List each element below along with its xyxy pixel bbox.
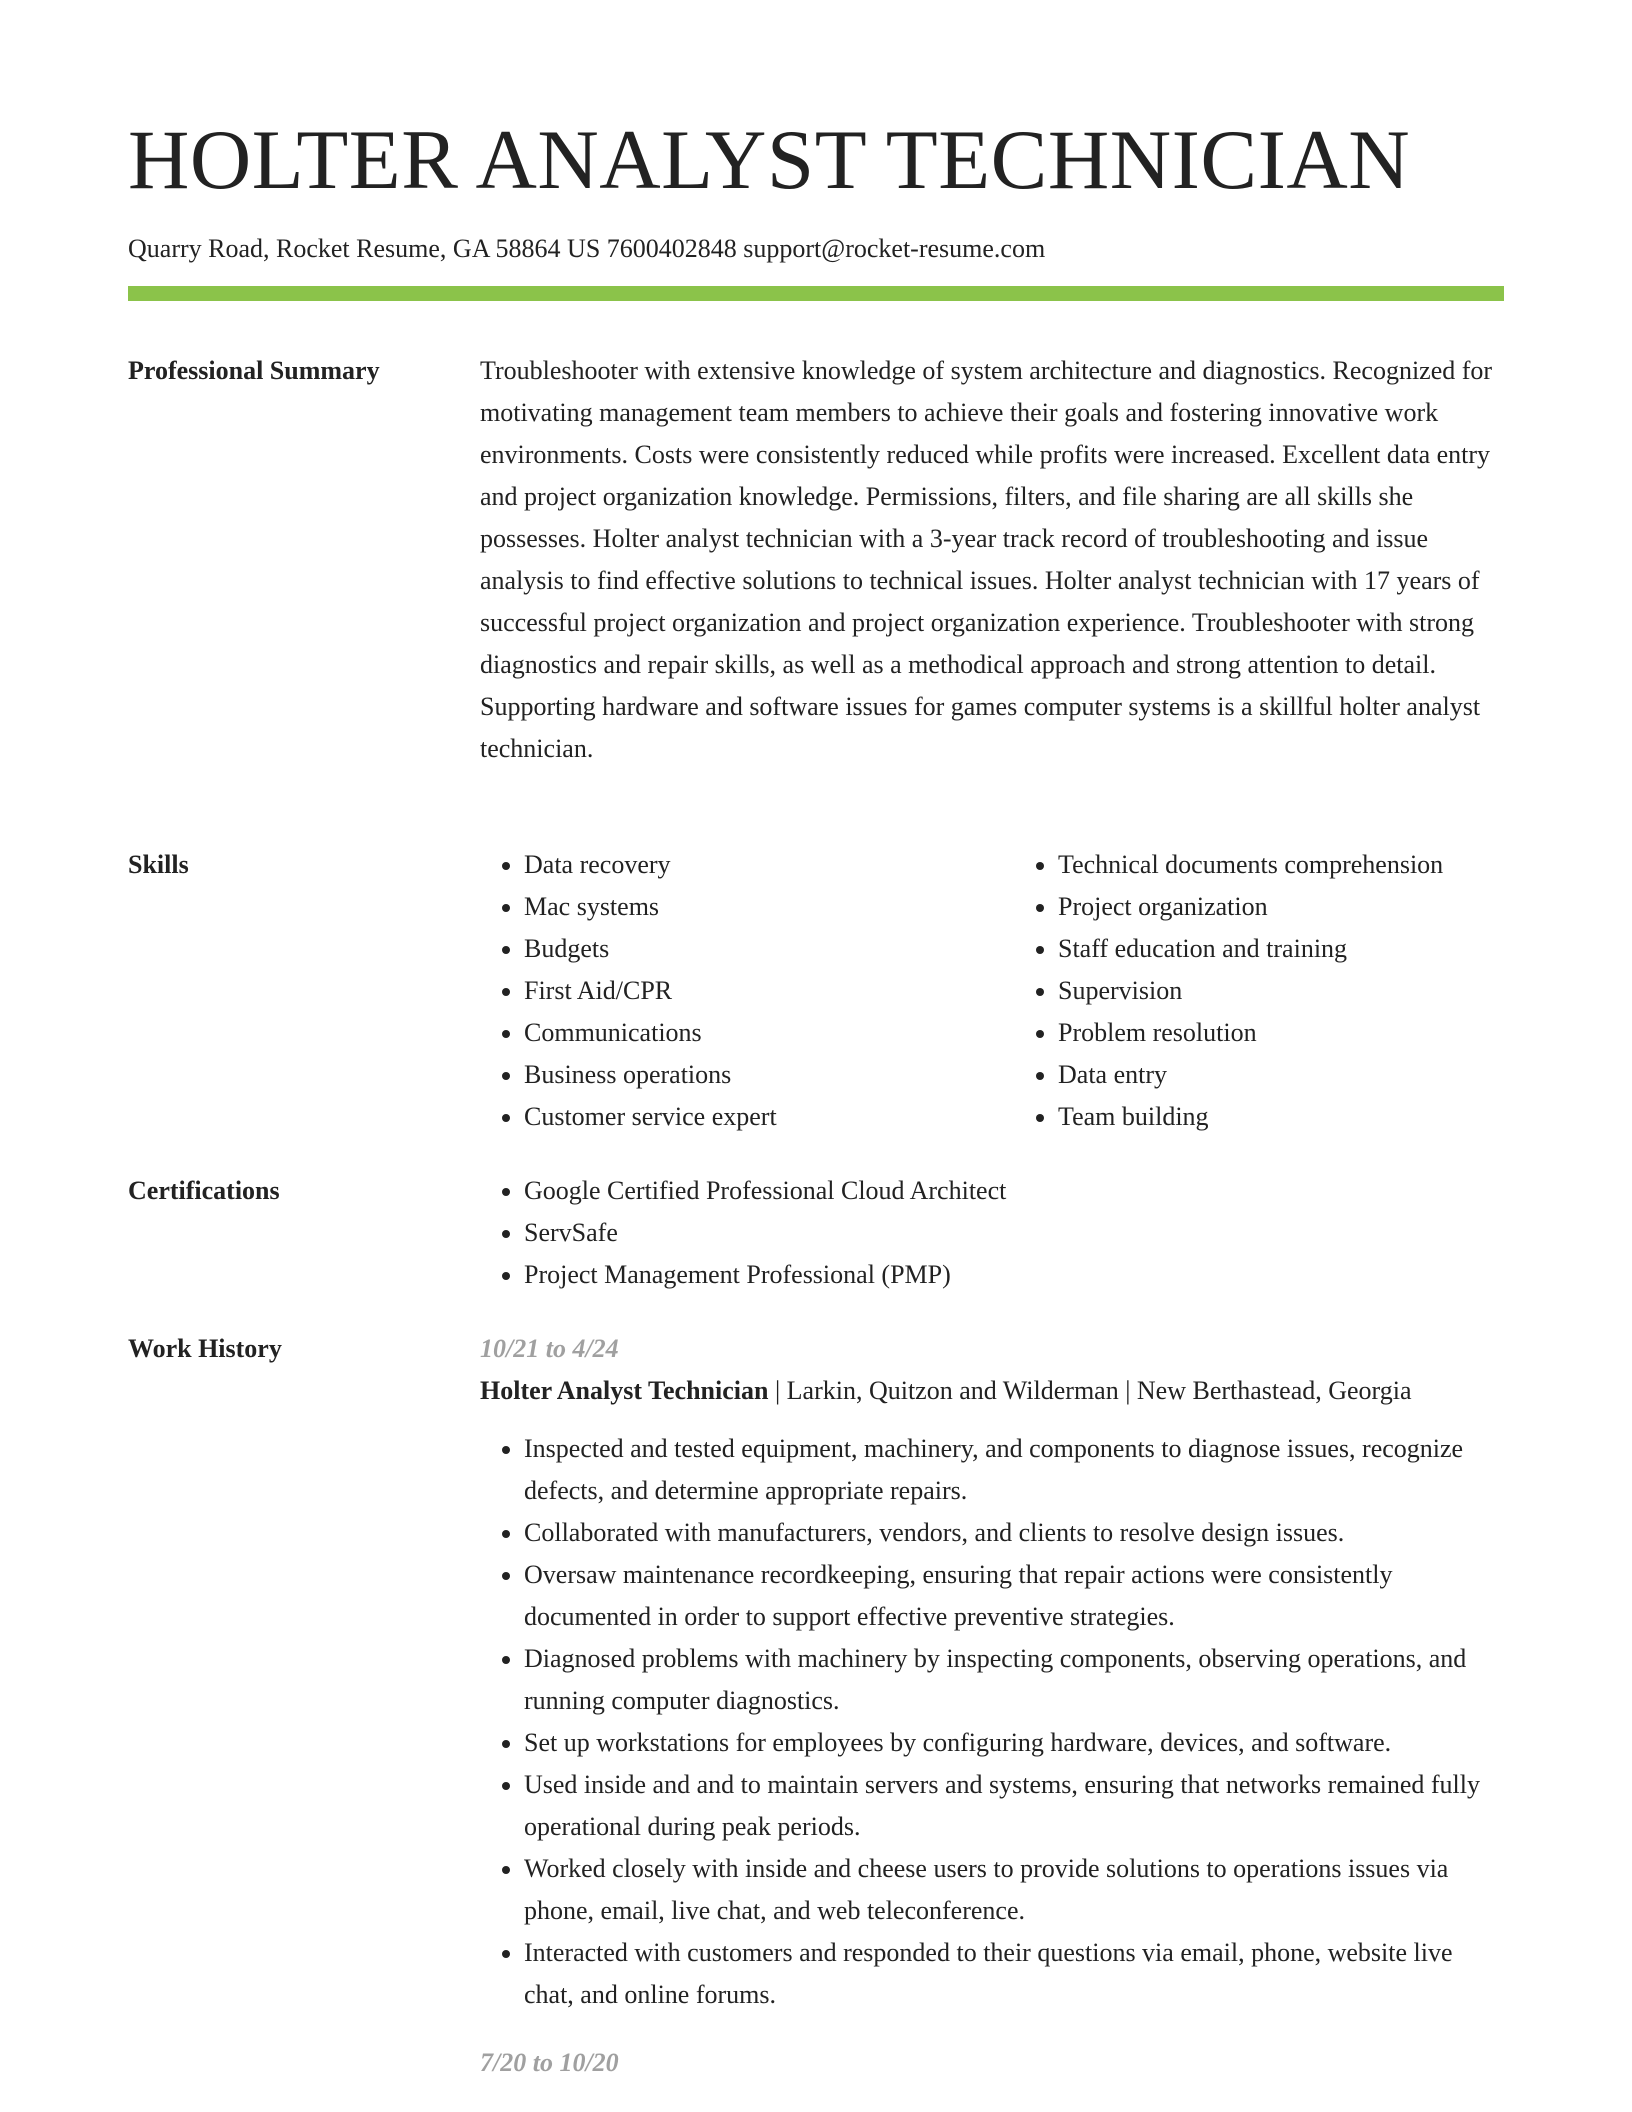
skill-item: • Problem resolution: [1058, 1012, 1504, 1054]
job-entry: [480, 2042, 1504, 2084]
job-bullet: • Used inside and and to maintain servers and systems, ensuring that networks remained fully operational during peak periods.: [524, 1764, 1504, 1848]
skill-item: • Staff education and training: [1058, 928, 1504, 970]
certification-item: • ServSafe: [524, 1212, 1504, 1254]
work-history-label: Work History: [128, 1334, 282, 1363]
job-bullet: • Set up workstations for employees by configuring hardware, devices, and software.: [524, 1722, 1504, 1764]
job-dates: 7/20 to 10/20: [480, 2048, 619, 2077]
candidate-name: HOLTER ANALYST TECHNICIAN: [128, 113, 1411, 207]
skill-item: • Customer service expert: [524, 1096, 970, 1138]
job-heading: [480, 1370, 1504, 1412]
summary-label: Professional Summary: [128, 356, 380, 385]
certifications-list: [480, 1170, 1504, 1296]
skill-item: • Project organization: [1058, 886, 1504, 928]
job-bullet: • Interacted with customers and responded to their questions via email, phone, website live chat, and online forums.: [524, 1932, 1504, 2016]
job-dates: 10/21 to 4/24: [480, 1334, 619, 1363]
skills-list-right: [1014, 844, 1504, 1138]
job-bullet: • Inspected and tested equipment, machinery, and components to diagnose issues, recognize defects, and determine appropriate repairs.: [524, 1428, 1504, 1512]
job-bullets: [480, 1428, 1504, 2016]
skills-list-left: [480, 844, 970, 1138]
skill-item: • Technical documents comprehension: [1058, 844, 1504, 886]
skill-item: • Communications: [524, 1012, 970, 1054]
header-divider: [128, 286, 1504, 301]
skill-item: • First Aid/CPR: [524, 970, 970, 1012]
job-bullet: • Collaborated with manufacturers, vendors, and clients to resolve design issues.: [524, 1512, 1504, 1554]
skill-item: • Team building: [1058, 1096, 1504, 1138]
job-bullet: • Diagnosed problems with machinery by inspecting components, observing operations, and running computer diagnostics.: [524, 1638, 1504, 1722]
job-entry: [480, 1328, 1504, 2016]
skill-item: • Data entry: [1058, 1054, 1504, 1096]
summary-text: Troubleshooter with extensive knowledge of system architecture and diagnostics. Recognized for motivating management team members to achieve their goals and fostering innovative work environments. Costs were consistently reduced while profits were increased. Excellent data entry and project organization knowledge. Permissions, filters, and file sharing are all skills she possesses. Holter analyst technician with a 3-year track record of troubleshooting and issue analysis to find effective solutions to technical issues. Holter analyst technician with 17 years of successful project organization and project organization experience. Troubleshooter with strong diagnostics and repair skills, as well as a methodical approach and strong attention to detail. Supporting hardware and software issues for games computer systems is a skillful holter analyst technician.: [480, 356, 1493, 763]
skill-item: • Business operations: [524, 1054, 970, 1096]
contact-line: Quarry Road, Rocket Resume, GA 58864 US 7600402848 support@rocket-resume.com: [128, 234, 1046, 263]
skill-item: • Budgets: [524, 928, 970, 970]
job-title: Holter Analyst Technician: [480, 1376, 769, 1405]
certifications-label: Certifications: [128, 1176, 280, 1205]
job-bullet: • Worked closely with inside and cheese users to provide solutions to operations issues via phone, email, live chat, and web teleconference.: [524, 1848, 1504, 1932]
work-history-body: [480, 1328, 1504, 2084]
certifications-body: [480, 1170, 1504, 1296]
certification-item: • Google Certified Professional Cloud Architect: [524, 1170, 1504, 1212]
certification-item: • Project Management Professional (PMP): [524, 1254, 1504, 1296]
skills-columns: [480, 844, 1504, 1138]
skills-label: Skills: [128, 850, 189, 879]
job-bullet: • Oversaw maintenance recordkeeping, ensuring that repair actions were consistently documented in order to support effective preventive strategies.: [524, 1554, 1504, 1638]
skill-item: • Mac systems: [524, 886, 970, 928]
skill-item: • Supervision: [1058, 970, 1504, 1012]
summary-body: [480, 350, 1504, 770]
job-details: | Larkin, Quitzon and Wilderman | New Berthastead, Georgia: [768, 1376, 1412, 1405]
skill-item: • Data recovery: [524, 844, 970, 886]
